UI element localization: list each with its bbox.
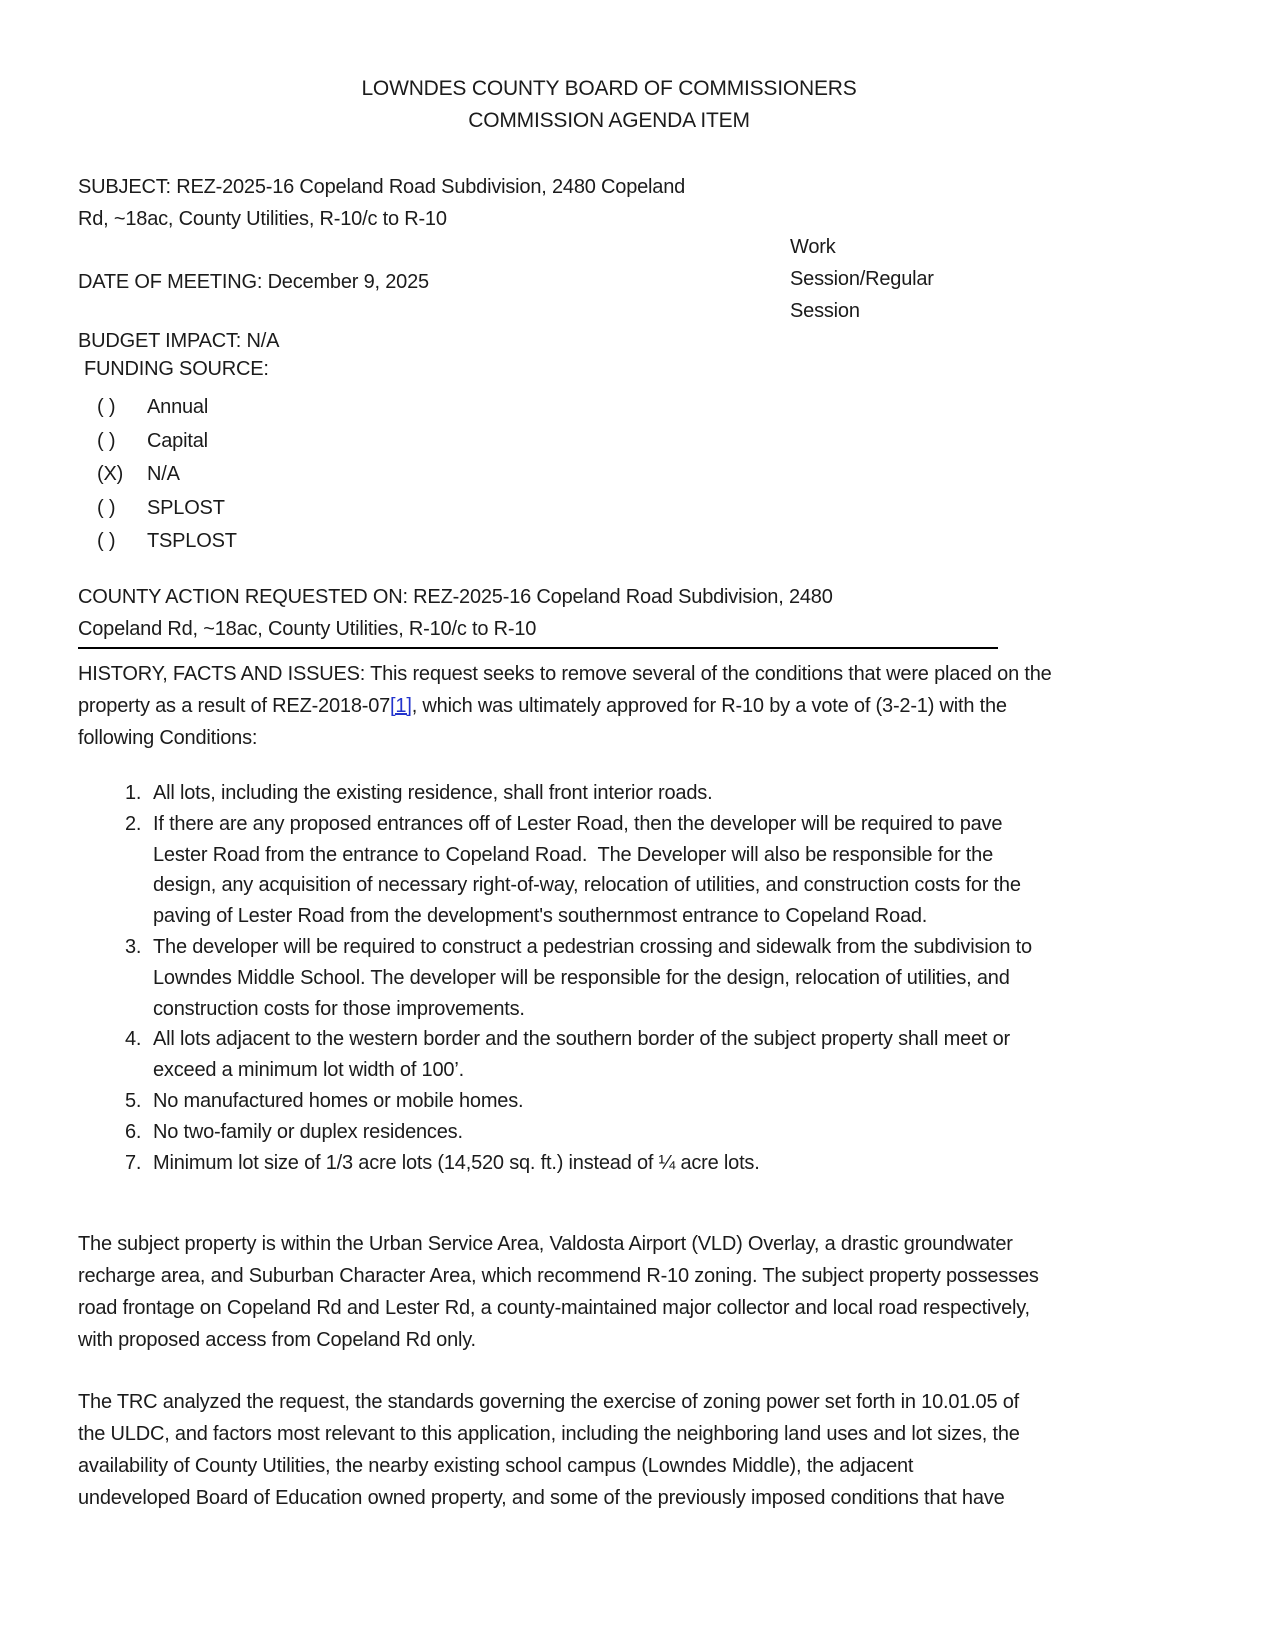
checkbox-mark: ( ) [97, 396, 116, 418]
subject: SUBJECT: REZ-2025-16 Copeland Road Subdivision, 2480 Copeland Rd, ~18ac, County Utilities, R-10/c to R-10 [78, 176, 686, 230]
funding-option-label: SPLOST [147, 496, 225, 519]
funding-source-label: FUNDING SOURCE: [84, 358, 269, 380]
document-title-line2: COMMISSION AGENDA ITEM [468, 109, 750, 132]
document-title [78, 73, 1140, 137]
funding-option-annual [97, 391, 497, 425]
document-title-line1: LOWNDES COUNTY BOARD OF COMMISSIONERS [361, 77, 857, 100]
condition-item-5: 5. No manufactured homes or mobile homes. [125, 1086, 1185, 1117]
funding-option-label: Annual [147, 396, 209, 418]
condition-number: 5. [125, 1089, 142, 1112]
subject-property-paragraph: The subject property is within the Urban Service Area, Valdosta Airport (VLD) Overlay, a drastic groundwater recharge area, and Suburban Character Area, which recommend R-10 zoning. The subject property possesses road frontage on Copeland Rd and Lester Rd, a county-maintained major collector and local road respectively, with proposed access from Copeland Rd only. [78, 1233, 1039, 1351]
history-facts-issues-paragraph: HISTORY, FACTS AND ISSUES: This request seeks to remove several of the conditions that were placed on the property as a result of REZ-2018-07[1], which was ultimately approved for R-10 by a vote of (3-2-1) with the following Conditions: [78, 663, 1052, 749]
history-line2-before-link: property as a result of REZ-2018-07 [78, 695, 391, 717]
horizontal-divider [78, 647, 998, 649]
condition-number: 2. [125, 812, 142, 835]
budget-impact: BUDGET IMPACT: N/A [78, 330, 280, 352]
funding-option-label: TSPLOST [147, 530, 237, 552]
checkbox-mark: ( ) [97, 530, 116, 552]
funding-option-tsplost [97, 525, 497, 559]
funding-source-options [97, 391, 497, 559]
condition-number: 6. [125, 1120, 142, 1143]
checkbox-mark-checked: (X) [97, 463, 124, 485]
checkbox-mark: ( ) [97, 429, 116, 452]
condition-item-4: 4. All lots adjacent to the western border and the southern border of the subject property shall meet or exceed a minimum lot width of 100’. [125, 1024, 1185, 1086]
condition-number: 4. [125, 1028, 142, 1051]
meeting-date: DATE OF MEETING: December 9, 2025 [78, 271, 429, 293]
condition-number: 3. [125, 935, 142, 958]
history-line2-after-link: , which was ultimately approved for R-10 by a vote of (3-2-1) with the [411, 695, 1007, 717]
condition-item-1: 1. All lots, including the existing residence, shall front interior roads. [125, 778, 1185, 809]
funding-option-label: Capital [147, 429, 208, 452]
condition-number: 1. [125, 782, 142, 804]
condition-item-6: 6. No two-family or duplex residences. [125, 1117, 1185, 1148]
trc-analysis-paragraph: The TRC analyzed the request, the standards governing the exercise of zoning power set forth in 10.01.05 of the ULDC, and factors most relevant to this application, including the neighboring land uses and lot sizes, the availability of County Utilities, the nearby existing school campus (Lowndes Middle), the adjacent undeveloped Board of Education owned property, and some of the previously imposed conditions that have [78, 1391, 1020, 1509]
funding-option-na [97, 458, 497, 492]
funding-option-capital [97, 425, 497, 459]
footnote-link-1[interactable]: [1] [390, 695, 412, 717]
condition-item-3: 3. The developer will be required to construct a pedestrian crossing and sidewalk from the subdivision to Lowndes Middle School. The developer will be responsible for the design, relocation of utilities, and construction costs for those improvements. [125, 932, 1185, 1024]
conditions-list [125, 778, 1185, 1178]
condition-number: 7. [125, 1151, 142, 1174]
funding-option-label: N/A [147, 463, 180, 485]
funding-option-splost [97, 492, 497, 526]
county-action-requested: COUNTY ACTION REQUESTED ON: REZ-2025-16 Copeland Road Subdivision, 2480 Copeland Rd, ~18ac, County Utilities, R-10/c to R-10 [78, 586, 833, 640]
session-type: Work Session/Regular Session [790, 236, 934, 322]
condition-item-7: 7. Minimum lot size of 1/3 acre lots (14,520 sq. ft.) instead of ¼ acre lots. [125, 1148, 1185, 1179]
condition-item-2: 2. If there are any proposed entrances off of Lester Road, then the developer will be required to pave Lester Road from the entrance to Copeland Road. The Developer will also be responsible for the design, any acquisition of necessary right-of-way, relocation of utilities, and construction costs for the paving of Lester Road from the development's southernmost entrance to Copeland Road. [125, 809, 1185, 932]
checkbox-mark: ( ) [97, 496, 116, 519]
